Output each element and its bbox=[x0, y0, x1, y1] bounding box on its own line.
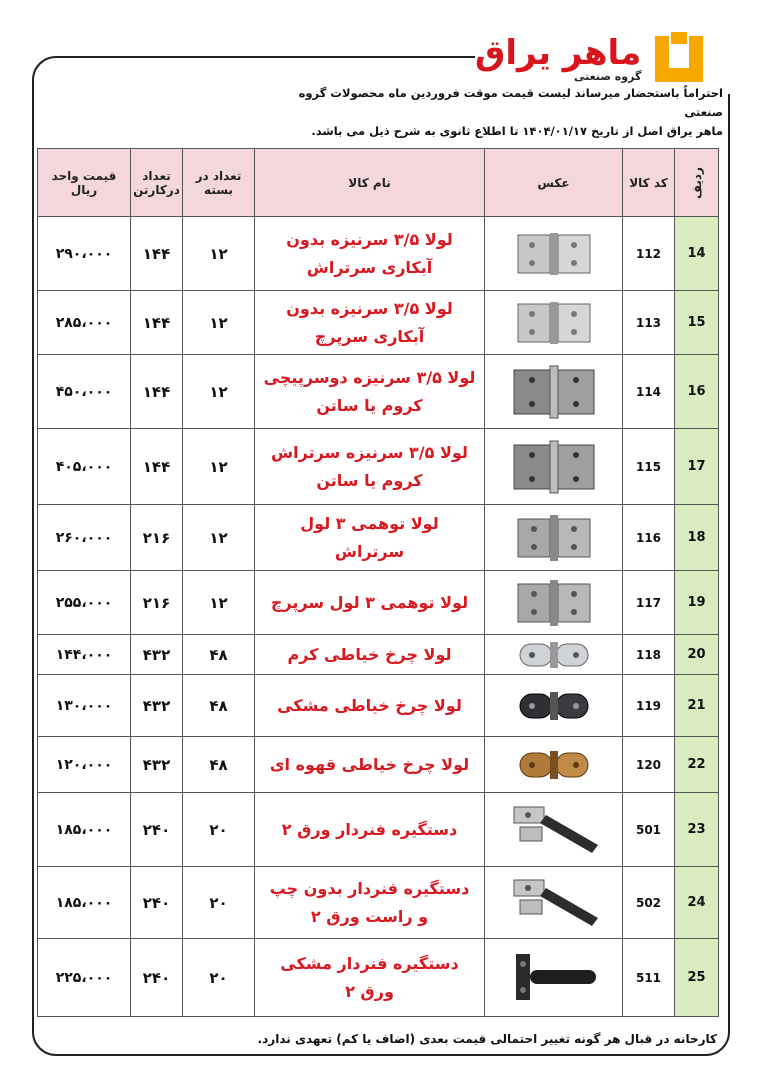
table-row bbox=[38, 635, 719, 675]
header-pack: تعداد در بسته bbox=[183, 149, 255, 217]
product-image-cell bbox=[485, 429, 623, 505]
row-number-cell: 18 bbox=[675, 505, 719, 571]
spring-handle-icon bbox=[485, 870, 622, 936]
box-qty-cell: ۲۴۰ bbox=[131, 793, 183, 867]
spring-handle-icon bbox=[485, 797, 622, 863]
product-image-cell bbox=[485, 939, 623, 1017]
product-code-cell: 114 bbox=[623, 355, 675, 429]
pack-qty-cell: ۲۰ bbox=[183, 867, 255, 939]
product-image-cell bbox=[485, 635, 623, 675]
product-code-cell: 117 bbox=[623, 571, 675, 635]
product-name-cell: لولا توهمی ۳ لول سرپرچ bbox=[255, 571, 485, 635]
product-code-cell: 113 bbox=[623, 291, 675, 355]
pack-qty-cell: ۲۰ bbox=[183, 793, 255, 867]
row-number-cell: 15 bbox=[675, 291, 719, 355]
brand-mark-icon bbox=[649, 28, 709, 88]
unit-price-cell: ۱۸۵،۰۰۰ bbox=[38, 867, 131, 939]
product-image-cell bbox=[485, 675, 623, 737]
product-name-cell: لولا چرخ خیاطی کرم bbox=[255, 635, 485, 675]
row-number-cell: 14 bbox=[675, 217, 719, 291]
product-code-cell: 502 bbox=[623, 867, 675, 939]
row-number-cell: 19 bbox=[675, 571, 719, 635]
gray-hinge-icon bbox=[485, 578, 622, 628]
unit-price-cell: ۲۲۵،۰۰۰ bbox=[38, 939, 131, 1017]
product-code-cell: 116 bbox=[623, 505, 675, 571]
pack-qty-cell: ۴۸ bbox=[183, 635, 255, 675]
product-image-cell bbox=[485, 571, 623, 635]
product-name-cell: لولا ۳/۵ سرنیزه دوسرپیچی کروم یا ساتن bbox=[255, 355, 485, 429]
product-name-cell: لولا چرخ خیاطی مشکی bbox=[255, 675, 485, 737]
table-row bbox=[38, 939, 719, 1017]
intro-text bbox=[263, 84, 723, 141]
price-table bbox=[37, 148, 719, 1017]
footer-note: کارخانه در قبال هر گونه تغییر احتمالی قیمت بعدی (اضاف یا کم) تعهدی ندارد. bbox=[257, 1032, 717, 1046]
pack-qty-cell: ۱۲ bbox=[183, 505, 255, 571]
black-flap-hinge-icon bbox=[485, 686, 622, 726]
table-row bbox=[38, 429, 719, 505]
table-header-row bbox=[38, 149, 719, 217]
pack-qty-cell: ۴۸ bbox=[183, 675, 255, 737]
pack-qty-cell: ۱۲ bbox=[183, 429, 255, 505]
table-row bbox=[38, 793, 719, 867]
row-number-cell: 21 bbox=[675, 675, 719, 737]
table-row bbox=[38, 675, 719, 737]
intro-line-2: ماهر یراق اصل از تاریخ ۱۴۰۴/۰۱/۱۷ تا اطلاع ثانوی به شرح ذیل می باشد. bbox=[311, 124, 723, 138]
product-name-cell: دستگیره فنردار مشکی ورق ۲ bbox=[255, 939, 485, 1017]
product-image-cell bbox=[485, 291, 623, 355]
gray-hinge-icon bbox=[485, 513, 622, 563]
box-qty-cell: ۱۴۴ bbox=[131, 291, 183, 355]
pack-qty-cell: ۱۲ bbox=[183, 291, 255, 355]
intro-line-1: احتراماً باستحضار میرساند لیست قیمت موقت فروردین ماه محصولات گروه صنعتی bbox=[298, 86, 723, 119]
box-qty-cell: ۴۳۲ bbox=[131, 675, 183, 737]
row-number-cell: 22 bbox=[675, 737, 719, 793]
box-qty-cell: ۲۱۶ bbox=[131, 571, 183, 635]
product-code-cell: 119 bbox=[623, 675, 675, 737]
row-number-cell: 20 bbox=[675, 635, 719, 675]
box-qty-cell: ۱۴۴ bbox=[131, 217, 183, 291]
box-qty-cell: ۲۱۶ bbox=[131, 505, 183, 571]
unit-price-cell: ۴۰۵،۰۰۰ bbox=[38, 429, 131, 505]
unit-price-cell: ۱۴۴،۰۰۰ bbox=[38, 635, 131, 675]
box-qty-cell: ۲۴۰ bbox=[131, 939, 183, 1017]
row-number-cell: 23 bbox=[675, 793, 719, 867]
brand-subtitle: گروه صنعتی bbox=[574, 69, 642, 83]
table-row bbox=[38, 217, 719, 291]
product-code-cell: 511 bbox=[623, 939, 675, 1017]
unit-price-cell: ۲۸۵،۰۰۰ bbox=[38, 291, 131, 355]
header-code: کد کالا bbox=[623, 149, 675, 217]
header-price: قیمت واحد ریال bbox=[38, 149, 131, 217]
chrome-hinge-icon bbox=[485, 439, 622, 495]
brand-title: ماهر یراق bbox=[475, 32, 642, 73]
product-name-cell: لولا چرخ خیاطی قهوه ای bbox=[255, 737, 485, 793]
product-image-cell bbox=[485, 217, 623, 291]
row-number-cell: 16 bbox=[675, 355, 719, 429]
unit-price-cell: ۱۳۰،۰۰۰ bbox=[38, 675, 131, 737]
product-code-cell: 118 bbox=[623, 635, 675, 675]
unit-price-cell: ۴۵۰،۰۰۰ bbox=[38, 355, 131, 429]
header-row-number: ردیف bbox=[675, 149, 719, 217]
unit-price-cell: ۲۵۵،۰۰۰ bbox=[38, 571, 131, 635]
pack-qty-cell: ۴۸ bbox=[183, 737, 255, 793]
unit-price-cell: ۲۶۰،۰۰۰ bbox=[38, 505, 131, 571]
table-row bbox=[38, 291, 719, 355]
product-name-cell: لولا ۳/۵ سرنیزه بدون آبکاری سرتراش bbox=[255, 217, 485, 291]
product-image-cell bbox=[485, 505, 623, 571]
table-row bbox=[38, 737, 719, 793]
table-row bbox=[38, 571, 719, 635]
product-name-cell: لولا ۳/۵ سرنیزه بدون آبکاری سرپرچ bbox=[255, 291, 485, 355]
product-name-cell: دستگیره فنردار بدون چپ و راست ورق ۲ bbox=[255, 867, 485, 939]
chrome-hinge-icon bbox=[485, 364, 622, 420]
product-image-cell bbox=[485, 793, 623, 867]
product-image-cell bbox=[485, 355, 623, 429]
product-name-cell: لولا توهمی ۳ لول سرتراش bbox=[255, 505, 485, 571]
product-code-cell: 120 bbox=[623, 737, 675, 793]
box-qty-cell: ۲۴۰ bbox=[131, 867, 183, 939]
product-name-cell: لولا ۳/۵ سرنیزه سرتراش کروم یا ساتن bbox=[255, 429, 485, 505]
unit-price-cell: ۲۹۰،۰۰۰ bbox=[38, 217, 131, 291]
product-image-cell bbox=[485, 867, 623, 939]
pack-qty-cell: ۱۲ bbox=[183, 217, 255, 291]
box-qty-cell: ۱۴۴ bbox=[131, 355, 183, 429]
product-code-cell: 115 bbox=[623, 429, 675, 505]
row-number-cell: 24 bbox=[675, 867, 719, 939]
table-row bbox=[38, 505, 719, 571]
table-row bbox=[38, 867, 719, 939]
header-box: تعداد درکارتن bbox=[131, 149, 183, 217]
product-image-cell bbox=[485, 737, 623, 793]
product-code-cell: 501 bbox=[623, 793, 675, 867]
product-name-cell: دستگیره فنردار ورق ۲ bbox=[255, 793, 485, 867]
brown-flap-hinge-icon bbox=[485, 745, 622, 785]
black-handle-icon bbox=[485, 948, 622, 1008]
table-row bbox=[38, 355, 719, 429]
header-image: عکس bbox=[485, 149, 623, 217]
pack-qty-cell: ۱۲ bbox=[183, 355, 255, 429]
pack-qty-cell: ۱۲ bbox=[183, 571, 255, 635]
silver-hinge-icon bbox=[485, 231, 622, 277]
header-name: نام کالا bbox=[255, 149, 485, 217]
row-number-cell: 17 bbox=[675, 429, 719, 505]
box-qty-cell: ۴۳۲ bbox=[131, 635, 183, 675]
box-qty-cell: ۴۳۲ bbox=[131, 737, 183, 793]
chrome-flap-hinge-icon bbox=[485, 638, 622, 672]
unit-price-cell: ۱۸۵،۰۰۰ bbox=[38, 793, 131, 867]
product-code-cell: 112 bbox=[623, 217, 675, 291]
box-qty-cell: ۱۴۴ bbox=[131, 429, 183, 505]
row-number-cell: 25 bbox=[675, 939, 719, 1017]
silver-hinge-icon bbox=[485, 300, 622, 346]
pack-qty-cell: ۲۰ bbox=[183, 939, 255, 1017]
unit-price-cell: ۱۲۰،۰۰۰ bbox=[38, 737, 131, 793]
